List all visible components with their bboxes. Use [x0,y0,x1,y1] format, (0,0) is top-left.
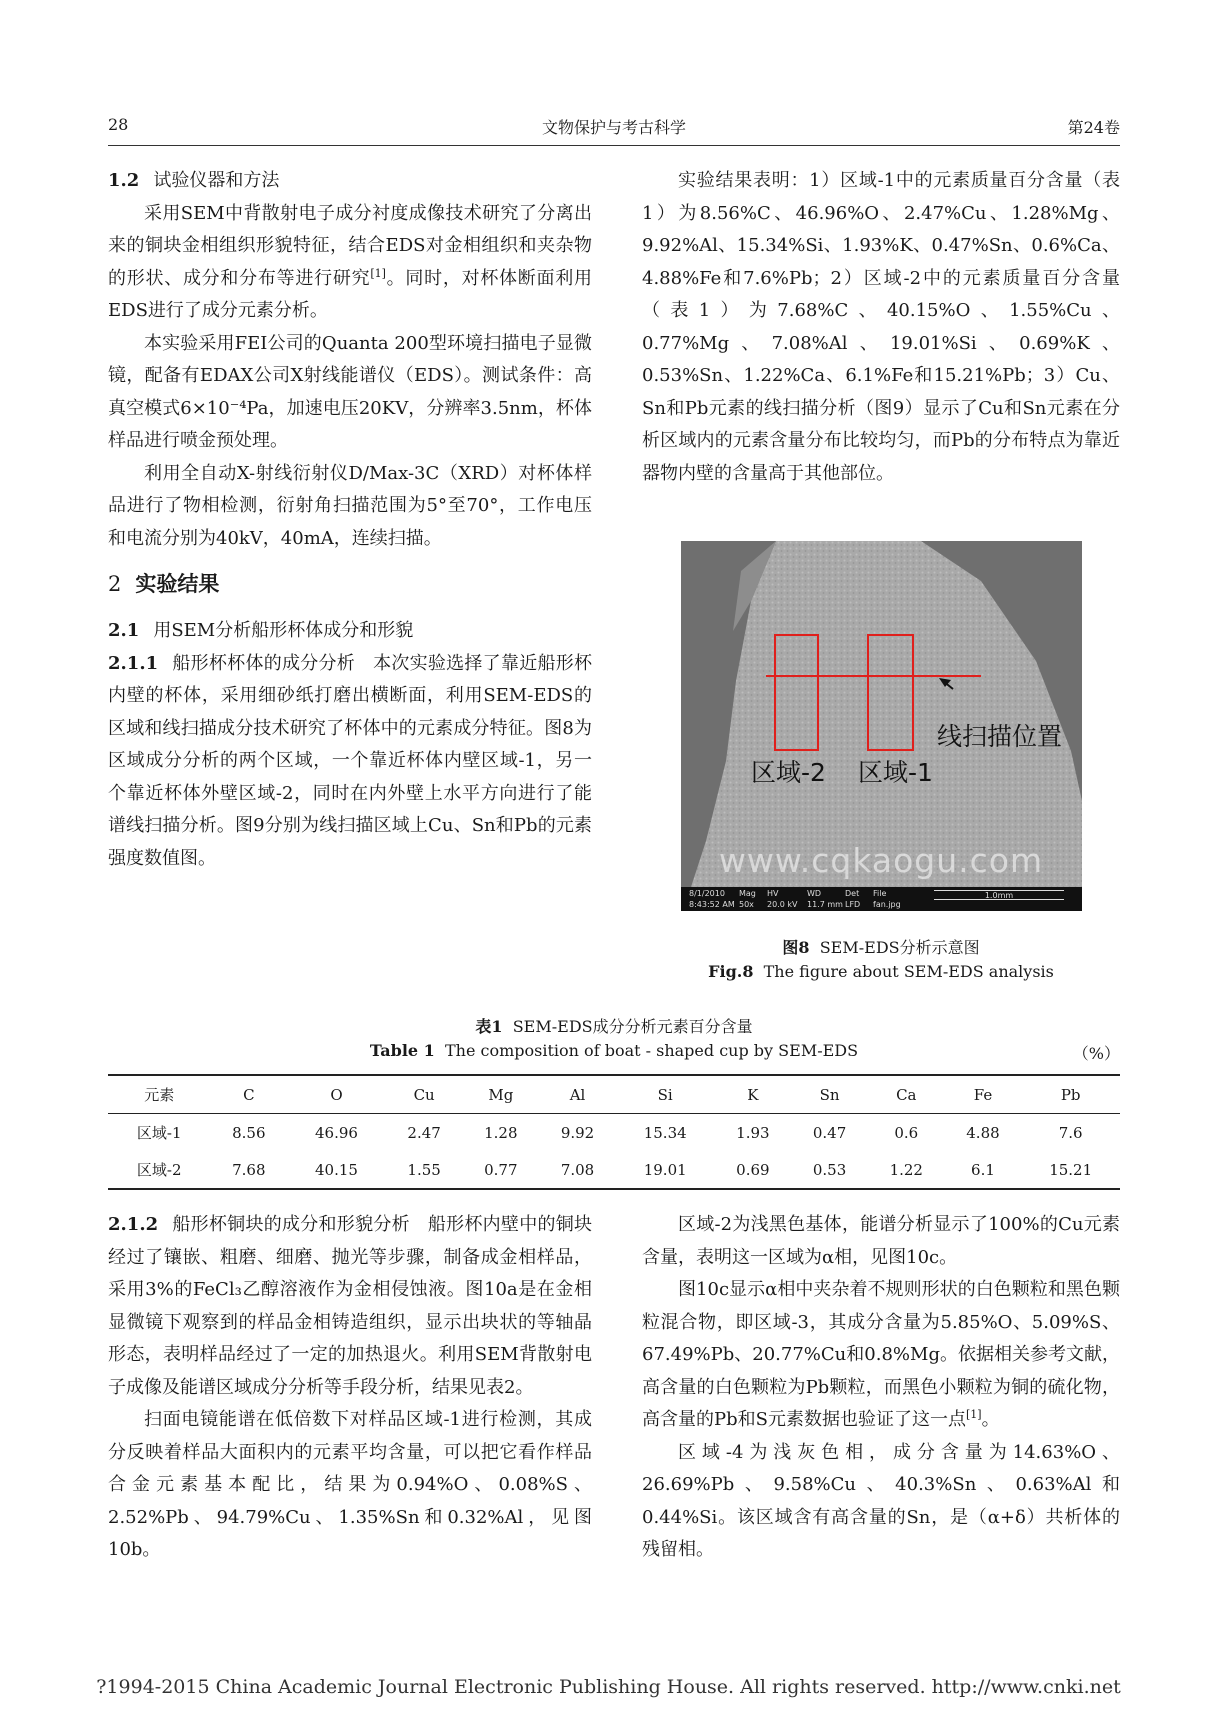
table-caption-cn [108,1014,1120,1037]
sem-info-bar [681,887,1082,911]
caption-text: The figure about SEM-EDS analysis [763,962,1054,981]
table-header-cell: O [287,1075,386,1114]
table-cell: 0.47 [812,1123,847,1142]
info-file: File fan.jpg [873,889,901,909]
info-hv: HV 20.0 kV [767,889,798,909]
paragraph: 扫面电镜能谱在低倍数下对样品区域-1进行检测，其成分反映着样品大面积内的元素平均含量，可以把它看作样品合金元素基本配比，结果为0.94%O、0.08%S、2.52%Pb、94.79%Cu、1.35%Sn和0.32%Al，见图10b。 [108,1409,592,1560]
table-cell: 1.93 [736,1123,770,1142]
caption-text: SEM-EDS成分分析元素百分含量 [512,1017,753,1036]
caption-label: Table 1 [369,1041,435,1060]
table-header-cell: K [715,1075,792,1114]
page-number: 28 [108,115,129,134]
table-cell: 0.77 [462,1151,539,1189]
region-2-label: 区域-2 [751,758,826,787]
table-cell: 8.56 [232,1123,266,1142]
table-header-row [108,1075,1120,1114]
section-number: 2 [108,572,122,596]
right-column-top [642,165,1120,490]
table-header-element: 元素 [108,1075,210,1114]
table-header-cell: Sn [791,1075,868,1114]
left-column-top [108,165,592,875]
table-cell: 9.92 [560,1123,595,1142]
paragraph-text: 采用SEM中背散射电子成分衬度成像技术研究了分离出来的铜块金相组织形貌特征，结合EDS对金相组织和夹杂物的形状、成分和分布等进行研究 [108,202,592,289]
table-cell: 1.22 [868,1151,945,1189]
info-wd: WD 11.7 mm [807,889,843,909]
caption-text: SEM-EDS分析示意图 [819,938,980,957]
paragraph: 实验结果表明：1）区域-1中的元素质量百分含量（表1）为8.56%C、46.96%O、2.47%Cu、1.28%Mg、9.92%Al、15.34%Si、1.93%K、0.47%Sn、0.6%Ca、4.88%Fe和7.6%Pb；2）区域-2中的元素质量百分含量（表1）为7.68%C、40.15%O、1.55%Cu、0.77%Mg、7.08%Al、19.01%Si、0.69%K、0.53%Sn、1.22%Ca、6.1%Fe和15.21%Pb；3）Cu、Sn和Pb元素的线扫描分析（图9）显示了Cu和Sn元素在分析区域内的元素含量分布比较均匀，而Pb的分布特点为靠近器物内壁的含量高于其他部位。 [642,170,1120,484]
figure-caption-en [642,962,1120,981]
sem-micrograph [681,541,1082,911]
scan-position-label: 线扫描位置 [937,722,1063,751]
table-cell: 6.1 [945,1151,1022,1189]
table-cell: 0.69 [715,1151,792,1189]
section-heading-2 [108,567,592,601]
scale-label: 1.0mm [984,891,1014,900]
table-cell: 19.01 [616,1151,715,1189]
paragraph-text: 本次实验选择了靠近船形杯内壁的杯体，采用细砂纸打磨出横断面，利用SEM-EDS的区域和线扫描成分技术研究了杯体中的元素成分特征。图8为区域成分分析的两个区域，一个靠近杯体内壁区域-1，另一个靠近杯体外壁区域-2，同时在内外壁上水平方向进行了能谱线扫描分析。图9分别为线扫描区域上Cu、Sn和Pb的元素强度数值图。 [108,652,593,869]
table-cell: 1.28 [484,1123,518,1142]
paragraph: 本实验采用FEI公司的Quanta 200型环境扫描电子显微镜，配备有EDAX公司X射线能谱仪（EDS）。测试条件：高真空模式6×10⁻⁴Pa，加速电压20KV，分辨率3.5nm，杯体样品进行喷金预处理。 [108,332,592,451]
section-title: 船形杯杯体的成分分析 [172,652,356,674]
paragraph-text: 。同时，对杯体断面利用EDS进行了成分元素分析。 [108,267,593,321]
section-number: 1.2 [108,170,140,191]
paragraph-text: 。 [981,1409,1000,1430]
info-date: 8/1/2010 8:43:52 AM [689,889,735,909]
volume-label: 第24卷 [1067,118,1120,137]
section-number: 2.1.1 [108,652,159,674]
region-1-label: 区域-1 [858,758,933,787]
table-header-cell: Si [616,1075,715,1114]
table-header-cell: Cu [386,1075,463,1114]
paragraph-text: 船形杯内壁中的铜块经过了镶嵌、粗磨、细磨、抛光等步骤，制备成金相样品，采用3%的FeCl₃乙醇溶液作为金相侵蚀液。图10a是在金相显微镜下观察到的样品金相铸造组织，显示出块状的等轴晶形态，表明样品经过了一定的加热退火。利用SEM背散射电子成像及能谱区域成分分析等手段分析，结果见表2。 [108,1214,593,1398]
table-unit: （%） [1072,1044,1120,1063]
section-title: 实验结果 [135,571,220,596]
table-cell: 0.6 [894,1123,919,1142]
right-column-bottom [642,1209,1120,1567]
citation-ref: [1] [370,266,386,280]
paragraph [642,1274,1120,1437]
table-caption-en [108,1041,1120,1063]
paragraph [108,1209,592,1404]
info-det: Det LFD [845,889,861,909]
paragraph: 区域-4为浅灰色相，成分含量为14.63%O、26.69%Pb、9.58%Cu、40.3%Sn、0.63%Al和0.44%Si。该区域含有高含量的Sn，是（α+δ）共析体的残留相。 [642,1441,1120,1560]
citation-ref: [1] [965,1408,982,1421]
table-header-cell: Al [539,1075,616,1114]
watermark: www.cqkaogu.com [718,841,1044,880]
table-cell: 2.47 [407,1123,441,1142]
table-row [108,1151,1120,1189]
info-mag: Mag 50x [739,889,756,909]
table-cell: 46.96 [314,1123,358,1142]
table-cell: 1.55 [386,1151,463,1189]
table-row [108,1114,1120,1152]
table-header-cell: Mg [462,1075,539,1114]
paragraph [108,198,592,328]
section-heading-1-2 [108,165,592,198]
table-cell: 15.21 [1021,1151,1120,1189]
table-cell: 4.88 [966,1123,1000,1142]
table-row-label: 区域-2 [108,1151,210,1189]
left-column-bottom [108,1209,592,1567]
scale-bar [934,890,1064,900]
paragraph: 区域-2为浅黑色基体，能谱分析显示了100%的Cu元素含量，表明这一区域为α相，见图10c。 [642,1214,1120,1268]
running-header [108,115,1120,139]
caption-label: Fig.8 [708,962,754,981]
table-header-cell: Pb [1021,1075,1120,1114]
paragraph [108,648,592,876]
table-header-cell: Ca [868,1075,945,1114]
table-cell: 40.15 [287,1151,386,1189]
table-cell: 7.68 [210,1151,287,1189]
section-heading-2-1 [108,615,592,648]
caption-label: 图8 [782,938,810,957]
section-title: 用SEM分析船形杯体成分和形貌 [153,620,414,641]
table-header-cell: C [210,1075,287,1114]
caption-label: 表1 [475,1017,503,1036]
section-number: 2.1 [108,620,140,641]
section-title: 试验仪器和方法 [153,170,280,191]
table-cell: 15.34 [643,1123,687,1142]
table-cell: 7.6 [1058,1123,1083,1142]
section-title: 船形杯铜块的成分和形貌分析 [172,1214,410,1235]
composition-table [108,1074,1120,1190]
paragraph-text: 图10c显示α相中夹杂着不规则形状的白色颗粒和黑色颗粒混合物，即区域-3，其成分含量为5.85%O、5.09%S、67.49%Pb、20.77%Cu和0.8%Mg。依据相关参考文献，高含量的白色颗粒为Pb颗粒，而黑色小颗粒为铜的硫化物，高含量的Pb和S元素数据也验证了这一点 [642,1279,1120,1430]
table-header-cell: Fe [945,1075,1022,1114]
journal-title: 文物保护与考古科学 [541,118,686,137]
table-cell: 7.08 [539,1151,616,1189]
table-cell: 0.53 [791,1151,868,1189]
table-row-label: 区域-1 [136,1124,182,1142]
header-rule [108,145,1120,146]
section-number: 2.1.2 [108,1214,159,1235]
paragraph: 利用全自动X-射线衍射仪D/Max-3C（XRD）对杯体样品进行了物相检测，衍射角扫描范围为5°至70°，工作电压和电流分别为40kV，40mA，连续扫描。 [108,462,592,549]
figure-caption-cn [642,935,1120,958]
caption-text: The composition of boat - shaped cup by SEM-EDS [444,1041,859,1060]
copyright-footer: ?1994-2015 China Academic Journal Electronic Publishing House. All rights reserved. http://www.cnki.net [96,1676,1121,1698]
